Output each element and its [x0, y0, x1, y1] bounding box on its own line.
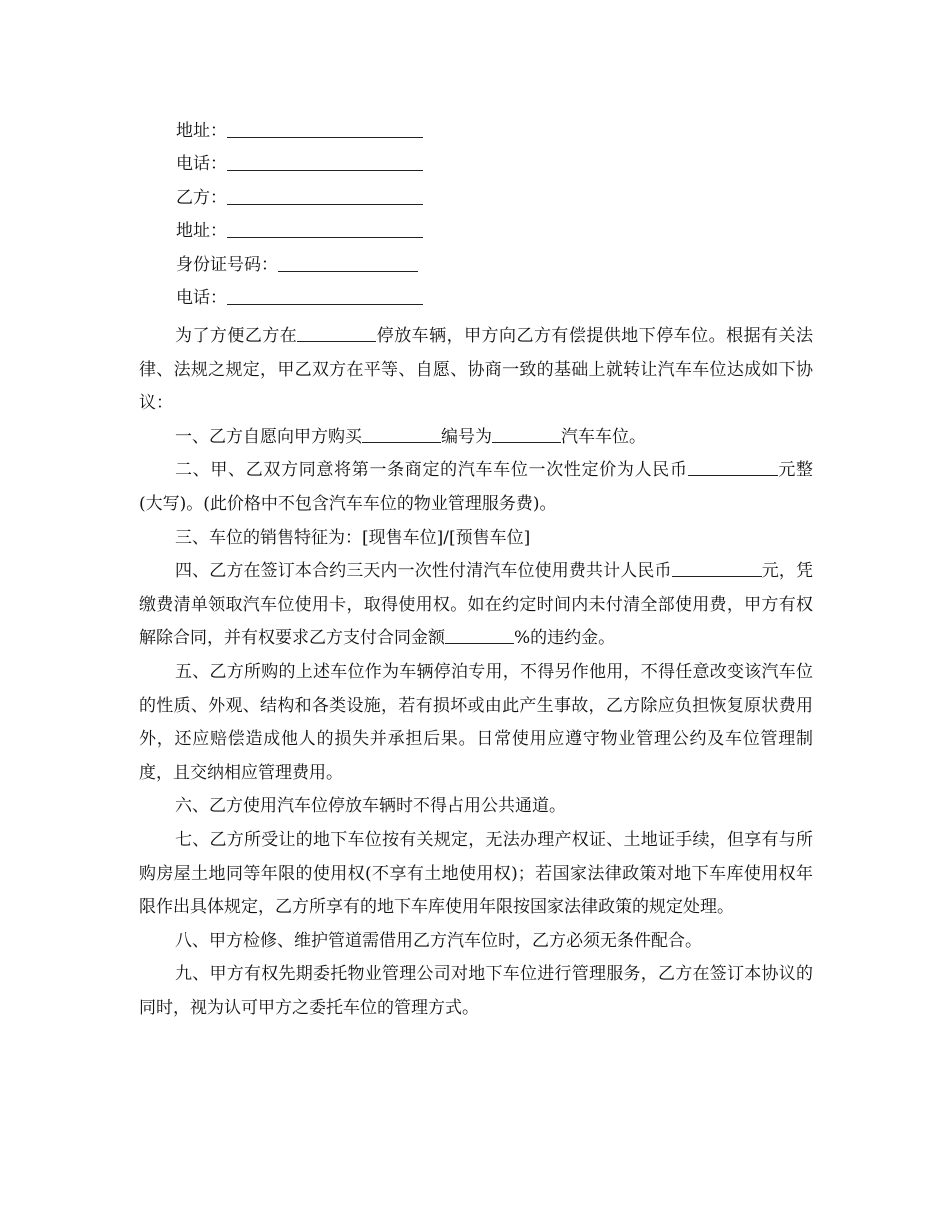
blank-line: [227, 188, 423, 205]
contract-body: [139, 320, 813, 1025]
text-run: 四、乙方在签订本合约三天内一次性付清汽车位使用费共计人民币: [175, 561, 672, 582]
blank-line: [227, 121, 423, 138]
blank-line: [227, 154, 423, 171]
blank-location: [297, 327, 376, 342]
field-label: 地址：: [176, 121, 227, 141]
party-b-id-number-field: [176, 254, 418, 276]
field-label: 身份证号码：: [176, 255, 278, 275]
party-a-address-field: [176, 120, 423, 142]
blank-line: [227, 221, 423, 238]
clause-3: 三、车位的销售特征为：[现售车位]/[预售车位]: [175, 527, 531, 548]
text-run: %的违约金。: [514, 628, 616, 649]
clause-9: 九、甲方有权先期委托物业管理公司对地下车位进行管理服务，乙方在签订本协议的同时，视为认可甲方之委托车位的管理方式。: [139, 964, 813, 1018]
text-run: 一、乙方自愿向甲方购买: [175, 426, 362, 447]
clause-5: 五、乙方所购的上述车位作为车辆停泊专用，不得另作他用，不得任意改变该汽车位的性质、外观、结构和各类设施，若有损坏或由此产生事故，乙方除应负担恢复原状费用外，还应赔偿造成他人的损失并承担后果。日常使用应遵守物业管理公约及车位管理制度，且交纳相应管理费用。: [139, 661, 813, 783]
text-run: 元整(大写)。(此价格中不包含汽车车位的物业管理服务费)。: [139, 460, 814, 514]
clause-6: 六、乙方使用汽车位停放车辆时不得占用公共通道。: [175, 796, 566, 817]
party-b-address-field: [176, 220, 423, 242]
field-label: 电话：: [176, 154, 227, 174]
blank-price: [688, 461, 778, 476]
party-b-phone-field: [176, 287, 423, 309]
blank-line: [227, 288, 423, 305]
text-run: 编号为: [441, 426, 492, 447]
blank-penalty-percent: [445, 629, 514, 644]
blank-fee: [672, 562, 762, 577]
text-run: 为了方便乙方在: [175, 326, 298, 346]
blank-purchase: [362, 428, 441, 443]
clause-1: [139, 421, 813, 455]
clause-8: 八、甲方检修、维护管道需借用乙方汽车位时，乙方必须无条件配合。: [175, 930, 702, 951]
preamble-paragraph: [139, 320, 813, 421]
blank-line: [278, 255, 418, 272]
field-label: 乙方：: [176, 188, 227, 208]
blank-space-number: [492, 428, 561, 443]
party-a-phone-field: [176, 153, 423, 175]
clause-4: [139, 555, 813, 656]
party-b-field: [176, 187, 423, 209]
field-label: 电话：: [176, 288, 227, 308]
text-run: 汽车车位。: [561, 426, 646, 447]
text-run: 二、甲、乙双方同意将第一条商定的汽车车位一次性定价为人民币: [175, 460, 688, 481]
clause-2: [139, 454, 813, 521]
text-run: 停放车辆，甲方向乙方有偿提供地下停车位。根据有关法律、法规之规定，甲乙双方在平等、自愿、协商一致的基础上就转让汽车车位达成如下协议：: [139, 326, 813, 414]
text-run: 元，凭缴费清单领取汽车位使用卡，取得使用权。如在约定时间内未付清全部使用费，甲方有权解除合同，并有权要求乙方支付合同金额: [139, 561, 813, 649]
field-label: 地址：: [176, 221, 227, 241]
clause-7: 七、乙方所受让的地下车位按有关规定，无法办理产权证、土地证手续，但享有与所购房屋土地同等年限的使用权(不享有土地使用权)；若国家法律政策对地下车库使用权年限作出具体规定，乙方所享有的地下车库使用年限按国家法律政策的规定处理。: [139, 829, 813, 918]
